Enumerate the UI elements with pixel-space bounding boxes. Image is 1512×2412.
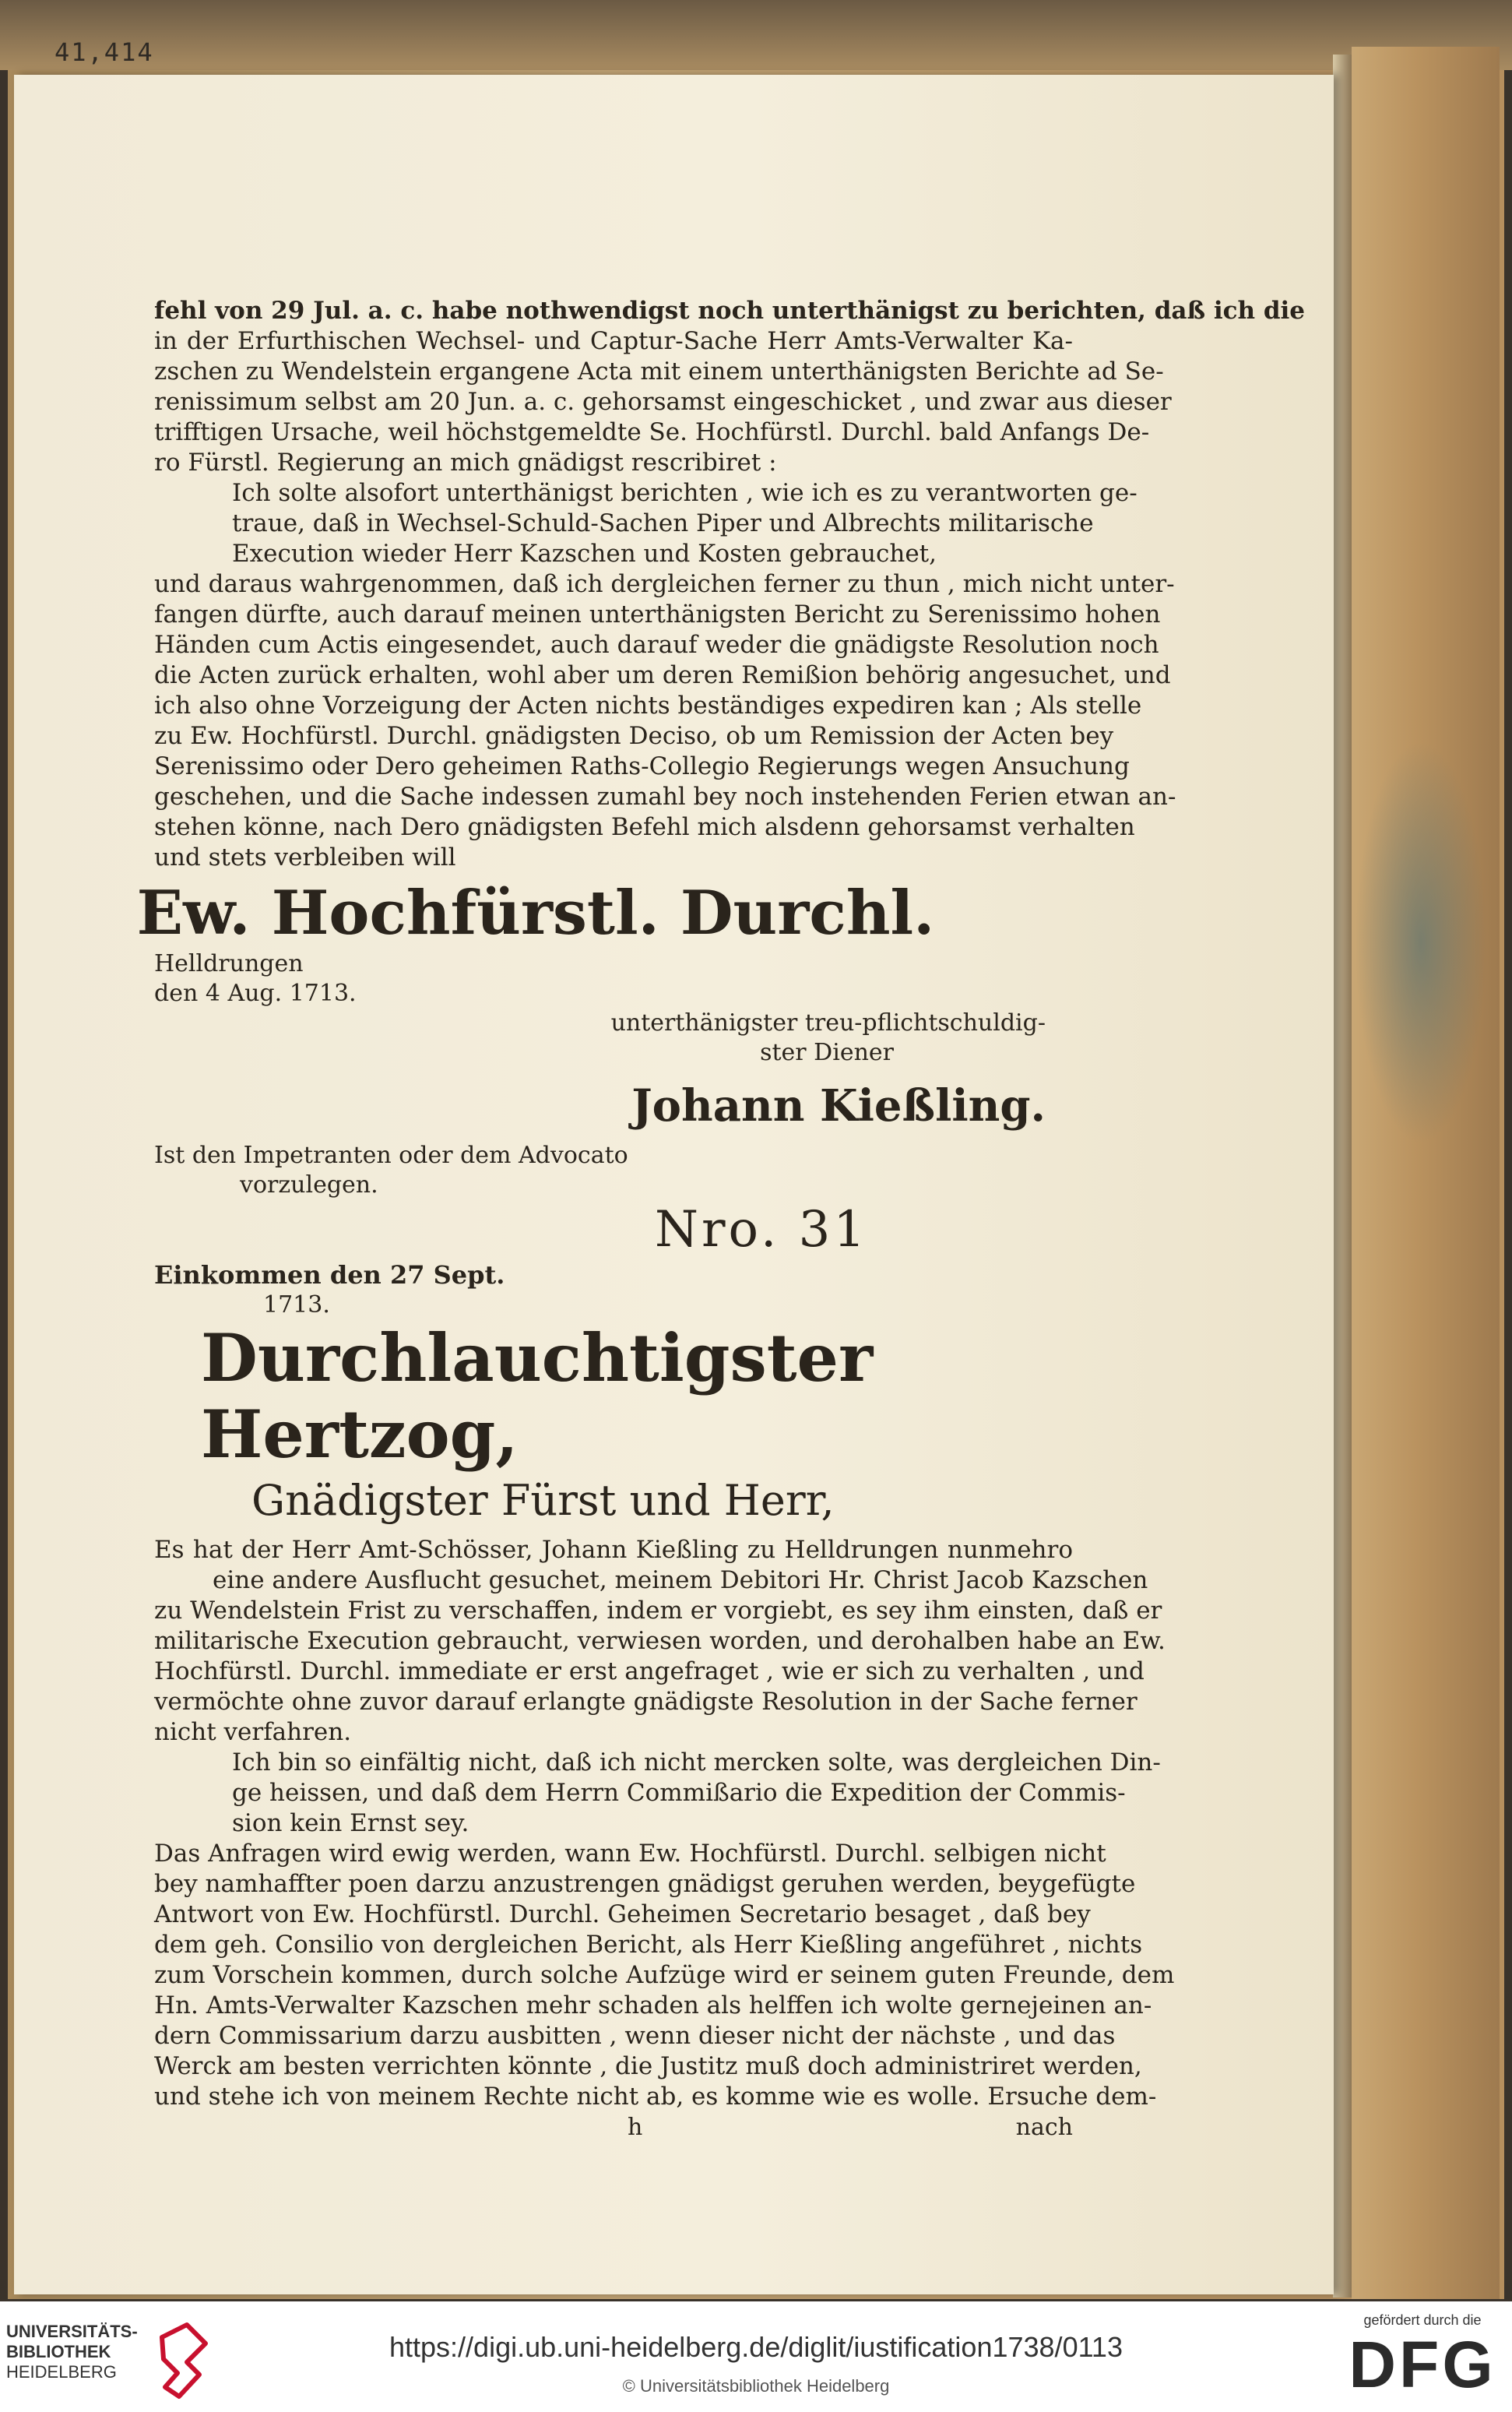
- text-line: ro Fürstl. Regierung an mich gnädigst rescribiret :: [154, 449, 777, 477]
- received-date: Einkommen den 27 Sept.: [154, 1260, 505, 1290]
- text-line: und stehe ich von meinem Rechte nicht ab, es komme wie es wolle. Ersuche dem-: [154, 2083, 1157, 2111]
- text-line: traue, daß in Wechsel-Schuld-Sachen Piper und Albrechts militarische: [232, 509, 1094, 537]
- text-line: zu Ew. Hochfürstl. Durchl. gnädigsten Deciso, ob um Remission der Acten bey: [154, 722, 1114, 750]
- text-line: eine andere Ausflucht gesuchet, meinem Debitori Hr. Christ Jacob Kazschen: [213, 1566, 1148, 1594]
- text-line: Hochfürstl. Durchl. immediate er erst angefraget , wie er sich zu verhalten , und: [154, 1657, 1145, 1685]
- library-name: UNIVERSITÄTS- BIBLIOTHEK HEIDELBERG: [6, 2322, 138, 2382]
- paragraph-3: [154, 1535, 1166, 1748]
- text-line: und daraus wahrgenommen, daß ich dergleichen ferner zu thun , mich nicht unter-: [154, 570, 1175, 598]
- page-text: [136, 296, 1306, 2143]
- document-number: Nro. 31: [654, 1201, 869, 1259]
- received-year: 1713.: [263, 1291, 330, 1319]
- permalink-url[interactable]: https://digi.ub.uni-heidelberg.de/diglit/iustification1738/0113: [389, 2331, 1123, 2363]
- text-line: stehen könne, nach Dero gnädigsten Befehl mich alsdenn gehorsamst verhalten: [154, 813, 1135, 841]
- text-line: fehl von 29 Jul. a. c. habe nothwendigst noch unterthänigst zu berichten, daß ich die: [154, 297, 1306, 325]
- viewer-footer: [0, 2301, 1512, 2412]
- dfg-logo-text: DFG: [1348, 2328, 1496, 2401]
- edge-stain: [1355, 740, 1487, 1145]
- page-gutter: [1333, 55, 1352, 2298]
- copyright-notice: © Universitätsbibliothek Heidelberg: [622, 2376, 890, 2396]
- date: den 4 Aug. 1713.: [154, 980, 357, 1007]
- salutation: Ew. Hochfürstl. Durchl.: [136, 878, 935, 949]
- text-line: die Acten zurück erhalten, wohl aber um deren Remißion behörig angesuchet, und: [154, 661, 1171, 689]
- text-line: dem geh. Consilio von dergleichen Bericht, als Herr Kießling angeführet , nichts: [154, 1931, 1143, 1959]
- text-line: vermöchte ohne zuvor darauf erlangte gnädigste Resolution in der Sache ferner: [154, 1688, 1138, 1716]
- text-line: Ich solte alsofort unterthänigst berichten , wie ich es zu verantworten ge-: [232, 479, 1138, 507]
- text-line: Es hat der Herr Amt-Schösser, Johann Kießling zu Helldrungen nunmehro: [154, 1536, 1073, 1564]
- text-line: Händen cum Actis eingesendet, auch darauf weder die gnädigste Resolution noch: [154, 631, 1159, 659]
- text-line: Werck am besten verrichten könnte , die Justitz muß doch administriret werden,: [154, 2052, 1142, 2080]
- decree-note: vorzulegen.: [240, 1171, 378, 1199]
- binding-top-edge: [0, 0, 1512, 70]
- text-line: zschen zu Wendelstein ergangene Acta mit einem unterthänigsten Berichte ad Se-: [154, 357, 1164, 386]
- text-line: fangen dürfte, auch darauf meinen unterthänigsten Bericht zu Serenissimo hohen: [154, 600, 1161, 629]
- text-line: Hn. Amts-Verwalter Kazschen mehr schaden als helffen ich wolte gernejeinen an-: [154, 1991, 1152, 2019]
- place: Helldrungen: [154, 950, 304, 977]
- text-line: und stets verbleiben will: [154, 843, 456, 871]
- text-line: Das Anfragen wird ewig werden, wann Ew. Hochfürstl. Durchl. selbigen nicht: [154, 1840, 1106, 1868]
- text-line: Antwort von Ew. Hochfürstl. Durchl. Geheimen Secretario besaget , daß bey: [154, 1900, 1091, 1928]
- address-subtitle: Gnädigster Fürst und Herr,: [251, 1476, 835, 1525]
- text-line: geschehen, und die Sache indessen zumahl bey noch instehenden Ferien etwan an-: [154, 783, 1176, 811]
- text-line: ge heissen, und daß dem Herrn Commißario die Expedition der Commis-: [232, 1779, 1126, 1807]
- signature: Johann Kießling.: [631, 1080, 1046, 1132]
- text-line: Serenissimo oder Dero geheimen Raths-Collegio Regierungs wegen Ansuchung: [154, 752, 1130, 780]
- decree-note: Ist den Impetranten oder dem Advocato: [154, 1142, 628, 1169]
- quoted-rescript: [154, 478, 1138, 569]
- text-line: zu Wendelstein Frist zu verschaffen, indem er vorgiebt, es sey ihm einsten, daß er: [154, 1597, 1162, 1625]
- paragraph-2: [154, 569, 1176, 873]
- text-line: nicht verfahren.: [154, 1718, 352, 1746]
- text-line: zum Vorschein kommen, durch solche Aufzüge wird er seinem guten Freunde, dem: [154, 1961, 1175, 1989]
- funder-logo[interactable]: [1341, 2312, 1504, 2406]
- text-line: sion kein Ernst sey.: [232, 1809, 469, 1837]
- text-line: trifftigen Ursache, weil höchstgemeldte Se. Hochfürstl. Durchl. bald Anfangs De-: [154, 418, 1150, 446]
- text-line: militarische Execution gebraucht, verwiesen worden, und derohalben habe an Ew.: [154, 1627, 1166, 1655]
- text-line: in der Erfurthischen Wechsel- und Captur-Sache Herr Amts-Verwalter Ka-: [154, 327, 1073, 355]
- text-line: bey namhaffter poen darzu anzustrengen gnädigst geruhen werden, beygefügte: [154, 1870, 1136, 1898]
- paragraph-5: [154, 1839, 1175, 2112]
- page-edges: [1352, 47, 1500, 2299]
- funded-by-label: gefördert durch die: [1363, 2312, 1482, 2328]
- closing-line: unterthänigster treu-pflichtschuldig-: [610, 1009, 1046, 1037]
- signature-mark: h: [628, 2114, 643, 2141]
- text-line: dern Commissarium darzu ausbitten , wenn dieser nicht der nächste , und das: [154, 2022, 1116, 2050]
- text-line: renissimum selbst am 20 Jun. a. c. gehorsamst eingeschicket , und zwar aus dieser: [154, 388, 1172, 416]
- paragraph-4: [154, 1748, 1161, 1839]
- text-line: Ich bin so einfältig nicht, daß ich nicht mercken solte, was dergleichen Din-: [232, 1748, 1161, 1776]
- closing-line: ster Diener: [760, 1039, 894, 1066]
- paragraph-1: [154, 296, 1306, 478]
- catchword: nach: [1015, 2114, 1073, 2141]
- text-line: ich also ohne Vorzeigung der Acten nichts beständiges expediren kan ; Als stelle: [154, 692, 1142, 720]
- text-line: Execution wieder Herr Kazschen und Kosten gebrauchet,: [232, 540, 937, 568]
- address-title: Durchlauchtigster Hertzog,: [201, 1319, 874, 1473]
- page-catchword-row: [154, 2112, 1073, 2143]
- shelf-mark: 41,414: [55, 37, 154, 67]
